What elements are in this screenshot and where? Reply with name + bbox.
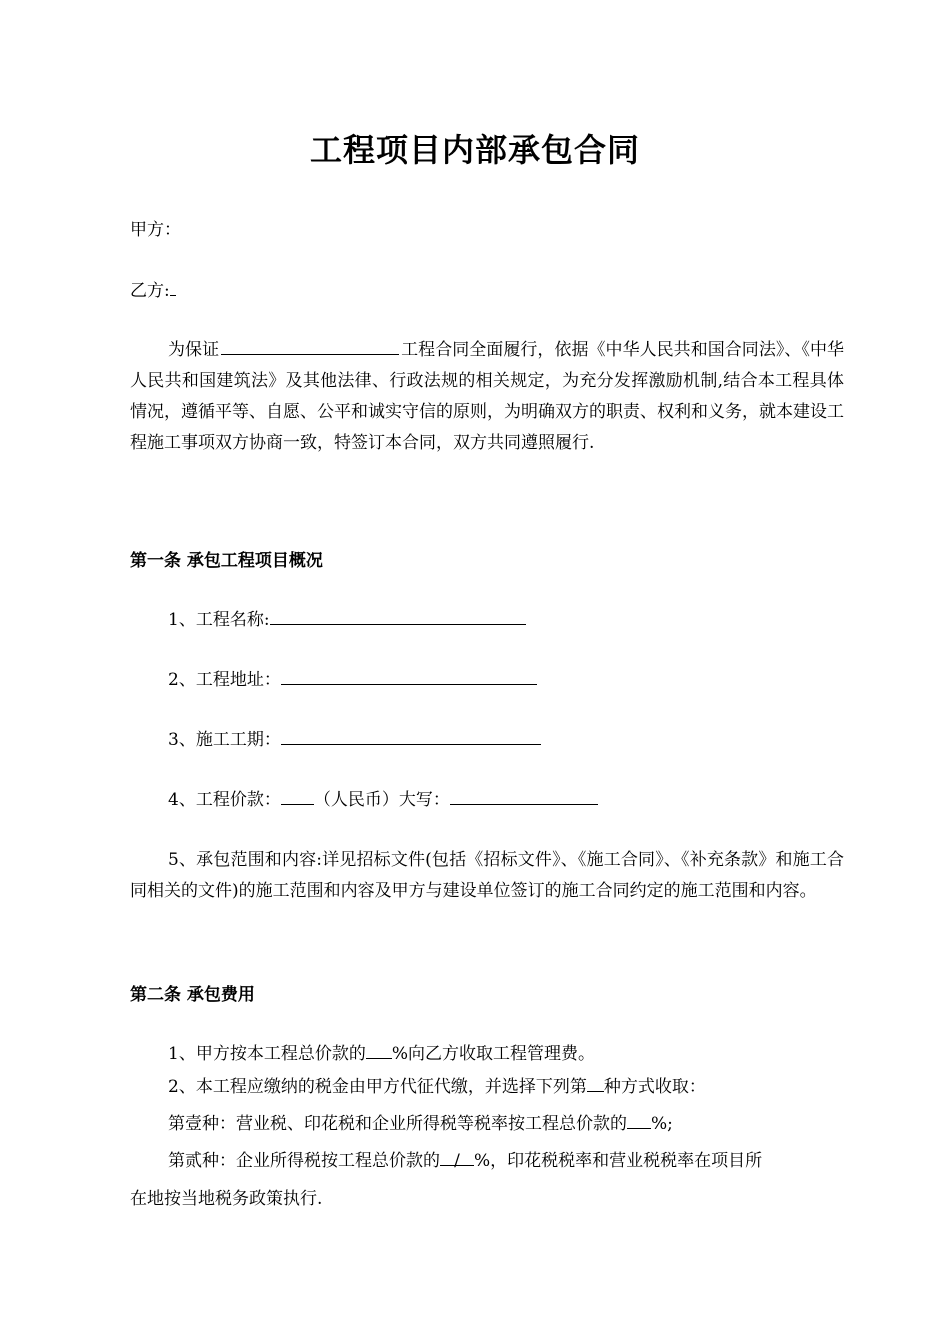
project-name-field: [270, 605, 526, 625]
item1-text-b: %向乙方收取工程管理费。: [391, 1044, 595, 1064]
project-name-blank: [221, 335, 399, 355]
contract-title: 工程项目内部承包合同: [309, 131, 640, 169]
article2-option2-cont: 在地按当地税务政策执行.: [130, 1189, 323, 1209]
preamble-paragraph: [130, 335, 844, 459]
item4-rmb-label: （人民币）大写：: [313, 790, 450, 810]
party-a-line: [130, 215, 181, 245]
article1-item1: [168, 605, 526, 635]
preamble-rest: 工程合同全面履行，依据《中华人民共和国合同法》、《中华人民共和国建筑法》及其他法律、行政法规的相关规定，为充分发挥激励机制,结合本工程具体情况，遵循平等、自愿、公平和诚实守信的原则，为明确双方的职责、权利和义务，就本建设工程施工事项双方协商一致，特签订本合同，双方共同遵照履行.: [130, 340, 845, 453]
item2-text-b: 种方式收取：: [603, 1077, 706, 1097]
party-a-label: 甲方：: [130, 220, 181, 240]
party-b-blank: [170, 276, 176, 296]
article1-item4: [168, 785, 598, 815]
article2-item2: [168, 1072, 706, 1102]
article2-heading: 第二条 承包费用: [130, 985, 255, 1005]
item1-label: 1、工程名称:: [168, 610, 270, 630]
item1-text-a: 1、甲方按本工程总价款的: [168, 1044, 366, 1064]
article2-option2: [168, 1146, 762, 1176]
article1-heading: 第一条 承包工程项目概况: [130, 551, 323, 571]
option1-rate-field: [627, 1109, 651, 1129]
option1-text-a: 第壹种：营业税、印花税和企业所得税等税率按工程总价款的: [168, 1114, 627, 1134]
party-b-line: [130, 276, 176, 306]
option2-text-b: %，印花税税率和营业税税率在项目所: [474, 1151, 763, 1171]
article2-item1: [168, 1039, 595, 1069]
option2-text-a: 第贰种：企业所得税按工程总价款的: [168, 1151, 440, 1171]
article1-item2: [168, 665, 537, 695]
preamble-start: 为保证: [168, 340, 220, 360]
item3-label: 3、施工工期：: [168, 730, 281, 750]
item4-label: 4、工程价款：: [168, 790, 281, 810]
item2-label: 2、工程地址：: [168, 670, 281, 690]
price-in-words-field: [450, 785, 598, 805]
construction-period-field: [281, 725, 541, 745]
option1-text-b: %;: [651, 1114, 673, 1134]
article2-option1: [168, 1109, 673, 1139]
party-b-label: 乙方:: [130, 281, 170, 301]
article1-item3: [168, 725, 541, 755]
article1-item5: 5、承包范围和内容:详见招标文件(包括《招标文件》、《施工合同》、《补充条款》和施工合同相关的文件)的施工范围和内容及甲方与建设单位签订的施工合同约定的施工范围和内容。: [130, 850, 844, 901]
method-choice-field: [587, 1072, 604, 1092]
price-amount-field: [281, 785, 314, 805]
management-fee-rate-field: [366, 1039, 392, 1059]
project-address-field: [281, 665, 537, 685]
option2-rate-field: /: [440, 1146, 474, 1166]
item2-text-a: 2、本工程应缴纳的税金由甲方代征代缴，并选择下列第: [168, 1077, 587, 1097]
